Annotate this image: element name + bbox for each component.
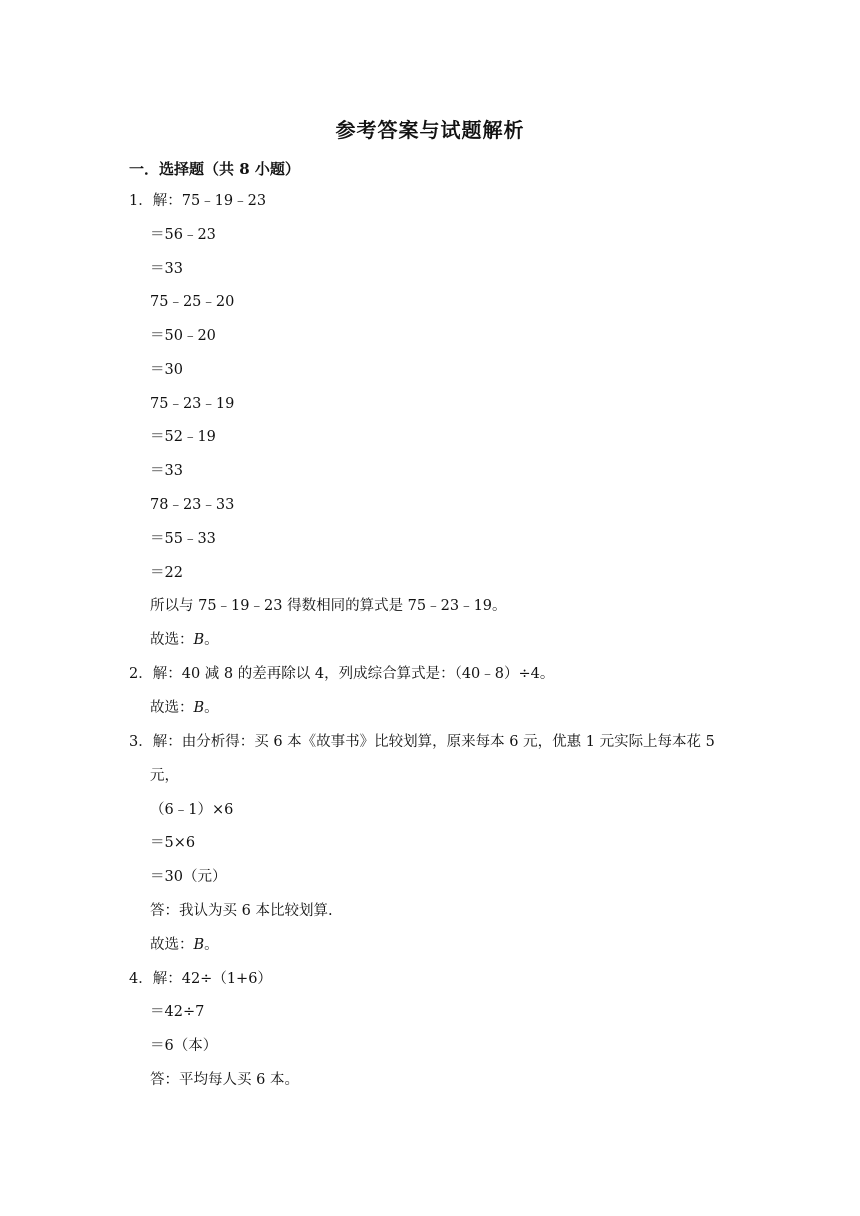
section-heading: [129, 158, 300, 179]
answer-label: 故选：: [150, 700, 194, 716]
solution-text: 解：42÷（1+6）: [152, 971, 272, 987]
answer-label: 故选：: [150, 937, 194, 953]
solution-line: ＝30（元）: [150, 869, 227, 885]
solution-line: ＝33: [150, 463, 183, 479]
solution-line: ＝30: [150, 362, 183, 378]
question-number: 1．: [129, 193, 153, 209]
answer-choice-line: [150, 936, 219, 954]
answer-choice: B: [193, 700, 205, 716]
solution-line: ＝6（本）: [150, 1038, 218, 1054]
question-number: 2．: [129, 666, 153, 682]
solution-line: 75﹣25﹣20: [150, 294, 235, 310]
answer-tail: 。: [204, 700, 219, 716]
section-heading-suffix: 小题）: [249, 160, 300, 178]
solution-line: ＝55﹣33: [150, 531, 216, 547]
solution-text: 解：由分析得：买 6 本《故事书》比较划算，原来每本 6 元，优惠 1 元实际上每本花 5: [152, 734, 715, 750]
solution-line: 75﹣23﹣19: [150, 396, 235, 412]
question-3-line: [129, 733, 715, 751]
question-2-line: [129, 665, 554, 683]
solution-line: ＝50﹣20: [150, 328, 216, 344]
solution-line: ＝52﹣19: [150, 429, 216, 445]
conclusion-line: 所以与 75﹣19﹣23 得数相同的算式是 75﹣23﹣19。: [150, 598, 507, 614]
answer-tail: 。: [204, 937, 219, 953]
answer-choice-line: [150, 631, 219, 649]
solution-line: ＝33: [150, 261, 183, 277]
conclusion-line: 答：平均每人买 6 本。: [150, 1072, 299, 1088]
solution-line: ＝56﹣23: [150, 227, 216, 243]
solution-line: ＝5×6: [150, 835, 196, 851]
section-heading-prefix: 一．选择题（共: [129, 160, 240, 178]
solution-line: ＝42÷7: [150, 1004, 205, 1020]
page-title: 参考答案与试题解析: [335, 118, 525, 142]
answer-choice-line: [150, 699, 219, 717]
solution-text: 解：40 减 8 的差再除以 4，列成综合算式是：（40﹣8）÷4。: [152, 666, 555, 682]
section-heading-count: 8: [239, 160, 250, 178]
solution-line: ＝22: [150, 565, 183, 581]
conclusion-line: 答：我认为买 6 本比较划算.: [150, 903, 333, 919]
solution-line: 78﹣23﹣33: [150, 497, 235, 513]
answer-choice: B: [193, 937, 205, 953]
question-4-line: [129, 970, 272, 988]
answer-tail: 。: [204, 632, 219, 648]
question-number: 3．: [129, 734, 153, 750]
solution-text: 解：75﹣19﹣23: [152, 193, 267, 209]
solution-line: （6﹣1）×6: [150, 802, 234, 818]
question-number: 4．: [129, 971, 153, 987]
solution-line: 元，: [150, 768, 179, 784]
answer-label: 故选：: [150, 632, 194, 648]
answer-choice: B: [193, 632, 205, 648]
question-1-line: [129, 192, 266, 210]
